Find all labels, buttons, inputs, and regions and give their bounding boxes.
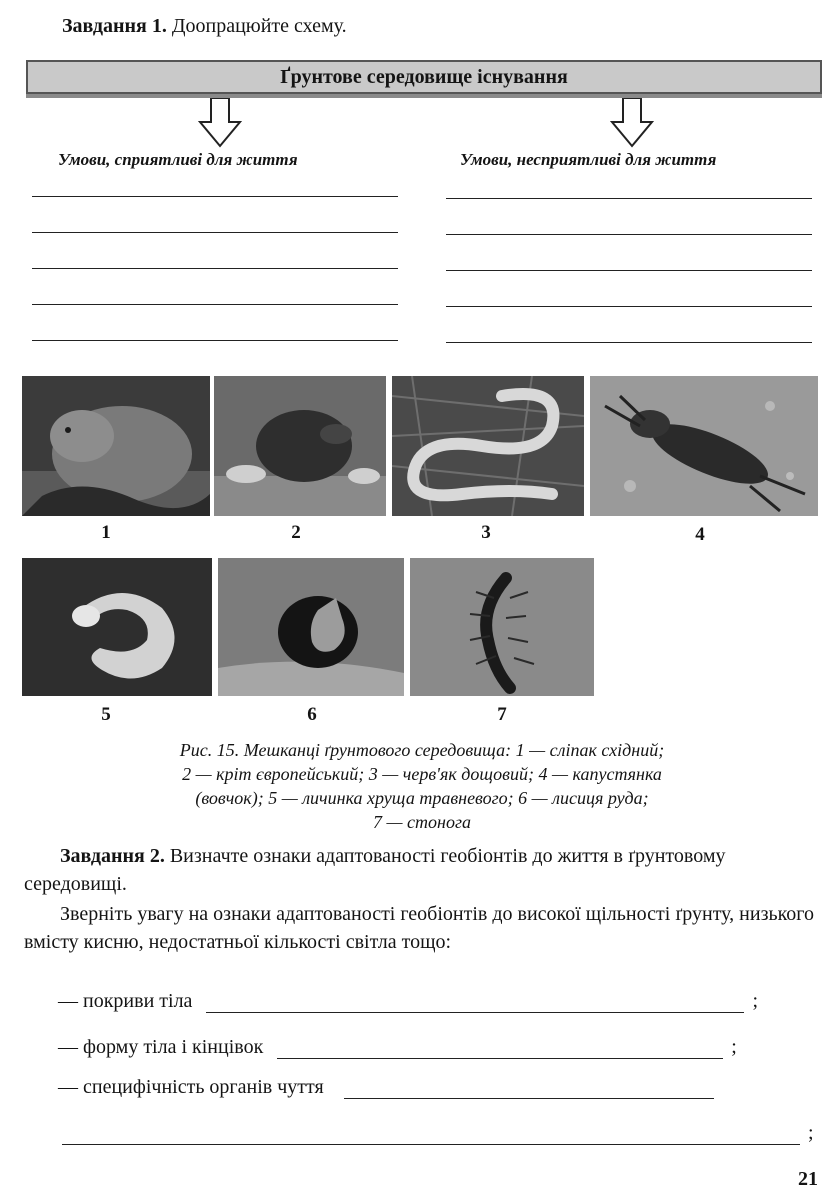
answer-line[interactable] [32,196,398,197]
favorable-conditions-heading: Умови, сприятливі для життя [58,150,298,169]
fill-row-body-covers [58,990,758,1013]
answer-line[interactable] [446,306,812,307]
fill-row-body-shape [58,1036,737,1059]
answer-line[interactable] [277,1036,723,1059]
answer-line[interactable] [344,1076,714,1099]
task2-label: Завдання 2. [60,845,165,867]
photo-beetle-larva [22,558,212,696]
photo-mole-rat [22,376,210,516]
item-label: — специфічність органів чуття [58,1076,324,1098]
task1-label: Завдання 1. [62,15,167,37]
caption-line: 2 — кріт європейський; 3 — черв'як дощовий; 4 — капустянка [182,764,662,784]
caption-line: Рис. 15. Мешканці ґрунтового середовища: 1 — сліпак східний; [179,740,665,760]
semicolon: ; [808,1122,814,1144]
scheme-banner [26,60,822,94]
photo-earthworm [392,376,584,516]
answer-line[interactable] [446,342,812,343]
unfavorable-conditions-heading: Умови, несприятливі для життя [460,150,717,169]
page-number: 21 [798,1168,818,1190]
photo-fox [218,558,404,696]
photo-number: 1 [101,522,111,543]
answer-line[interactable] [206,990,744,1013]
answer-line[interactable] [32,304,398,305]
task2-text: Визначте ознаки адаптованості геобіонтів до життя в ґрунтовому середовищі. [24,845,726,895]
down-arrow-icon [198,98,242,148]
photo-mole-cricket [590,376,818,516]
caption-line: (вовчок); 5 — личинка хруща травневого; 6 — лисиця руда; [195,788,649,808]
down-arrow-icon [610,98,654,148]
photo-number: 4 [695,524,705,545]
task2-heading [24,842,824,898]
caption-line: 7 — стонога [373,812,471,832]
photo-number: 7 [497,704,507,725]
fill-row-sense-organs [58,1076,714,1099]
photo-number: 6 [307,704,317,725]
photo-number: 5 [101,704,111,725]
answer-line[interactable] [446,198,812,199]
answer-line[interactable] [32,232,398,233]
item-label: — покриви тіла [58,990,193,1012]
photo-centipede [410,558,594,696]
photo-number: 3 [481,522,491,543]
answer-line[interactable] [32,340,398,341]
answer-line[interactable] [446,270,812,271]
photo-mole [214,376,386,516]
photo-number: 2 [291,522,301,543]
banner-shadow [26,94,822,98]
task1-heading [62,14,347,38]
task2-paragraph: Зверніть увагу на ознаки адаптованості геобіонтів до високої щільності ґрунту, низького вмісту кисню, недостатньої кількості світла тощо: [24,903,815,953]
answer-line[interactable] [32,268,398,269]
scheme-title: Ґрунтове середовище існування [280,65,568,88]
figure-caption [24,738,820,834]
task1-text: Доопрацюйте схему. [171,15,347,37]
item-label: — форму тіла і кінцівок [58,1036,264,1058]
semicolon: ; [752,990,758,1012]
answer-line[interactable] [62,1122,800,1145]
semicolon: ; [731,1036,737,1058]
fill-row-continuation [62,1122,814,1145]
answer-line[interactable] [446,234,812,235]
